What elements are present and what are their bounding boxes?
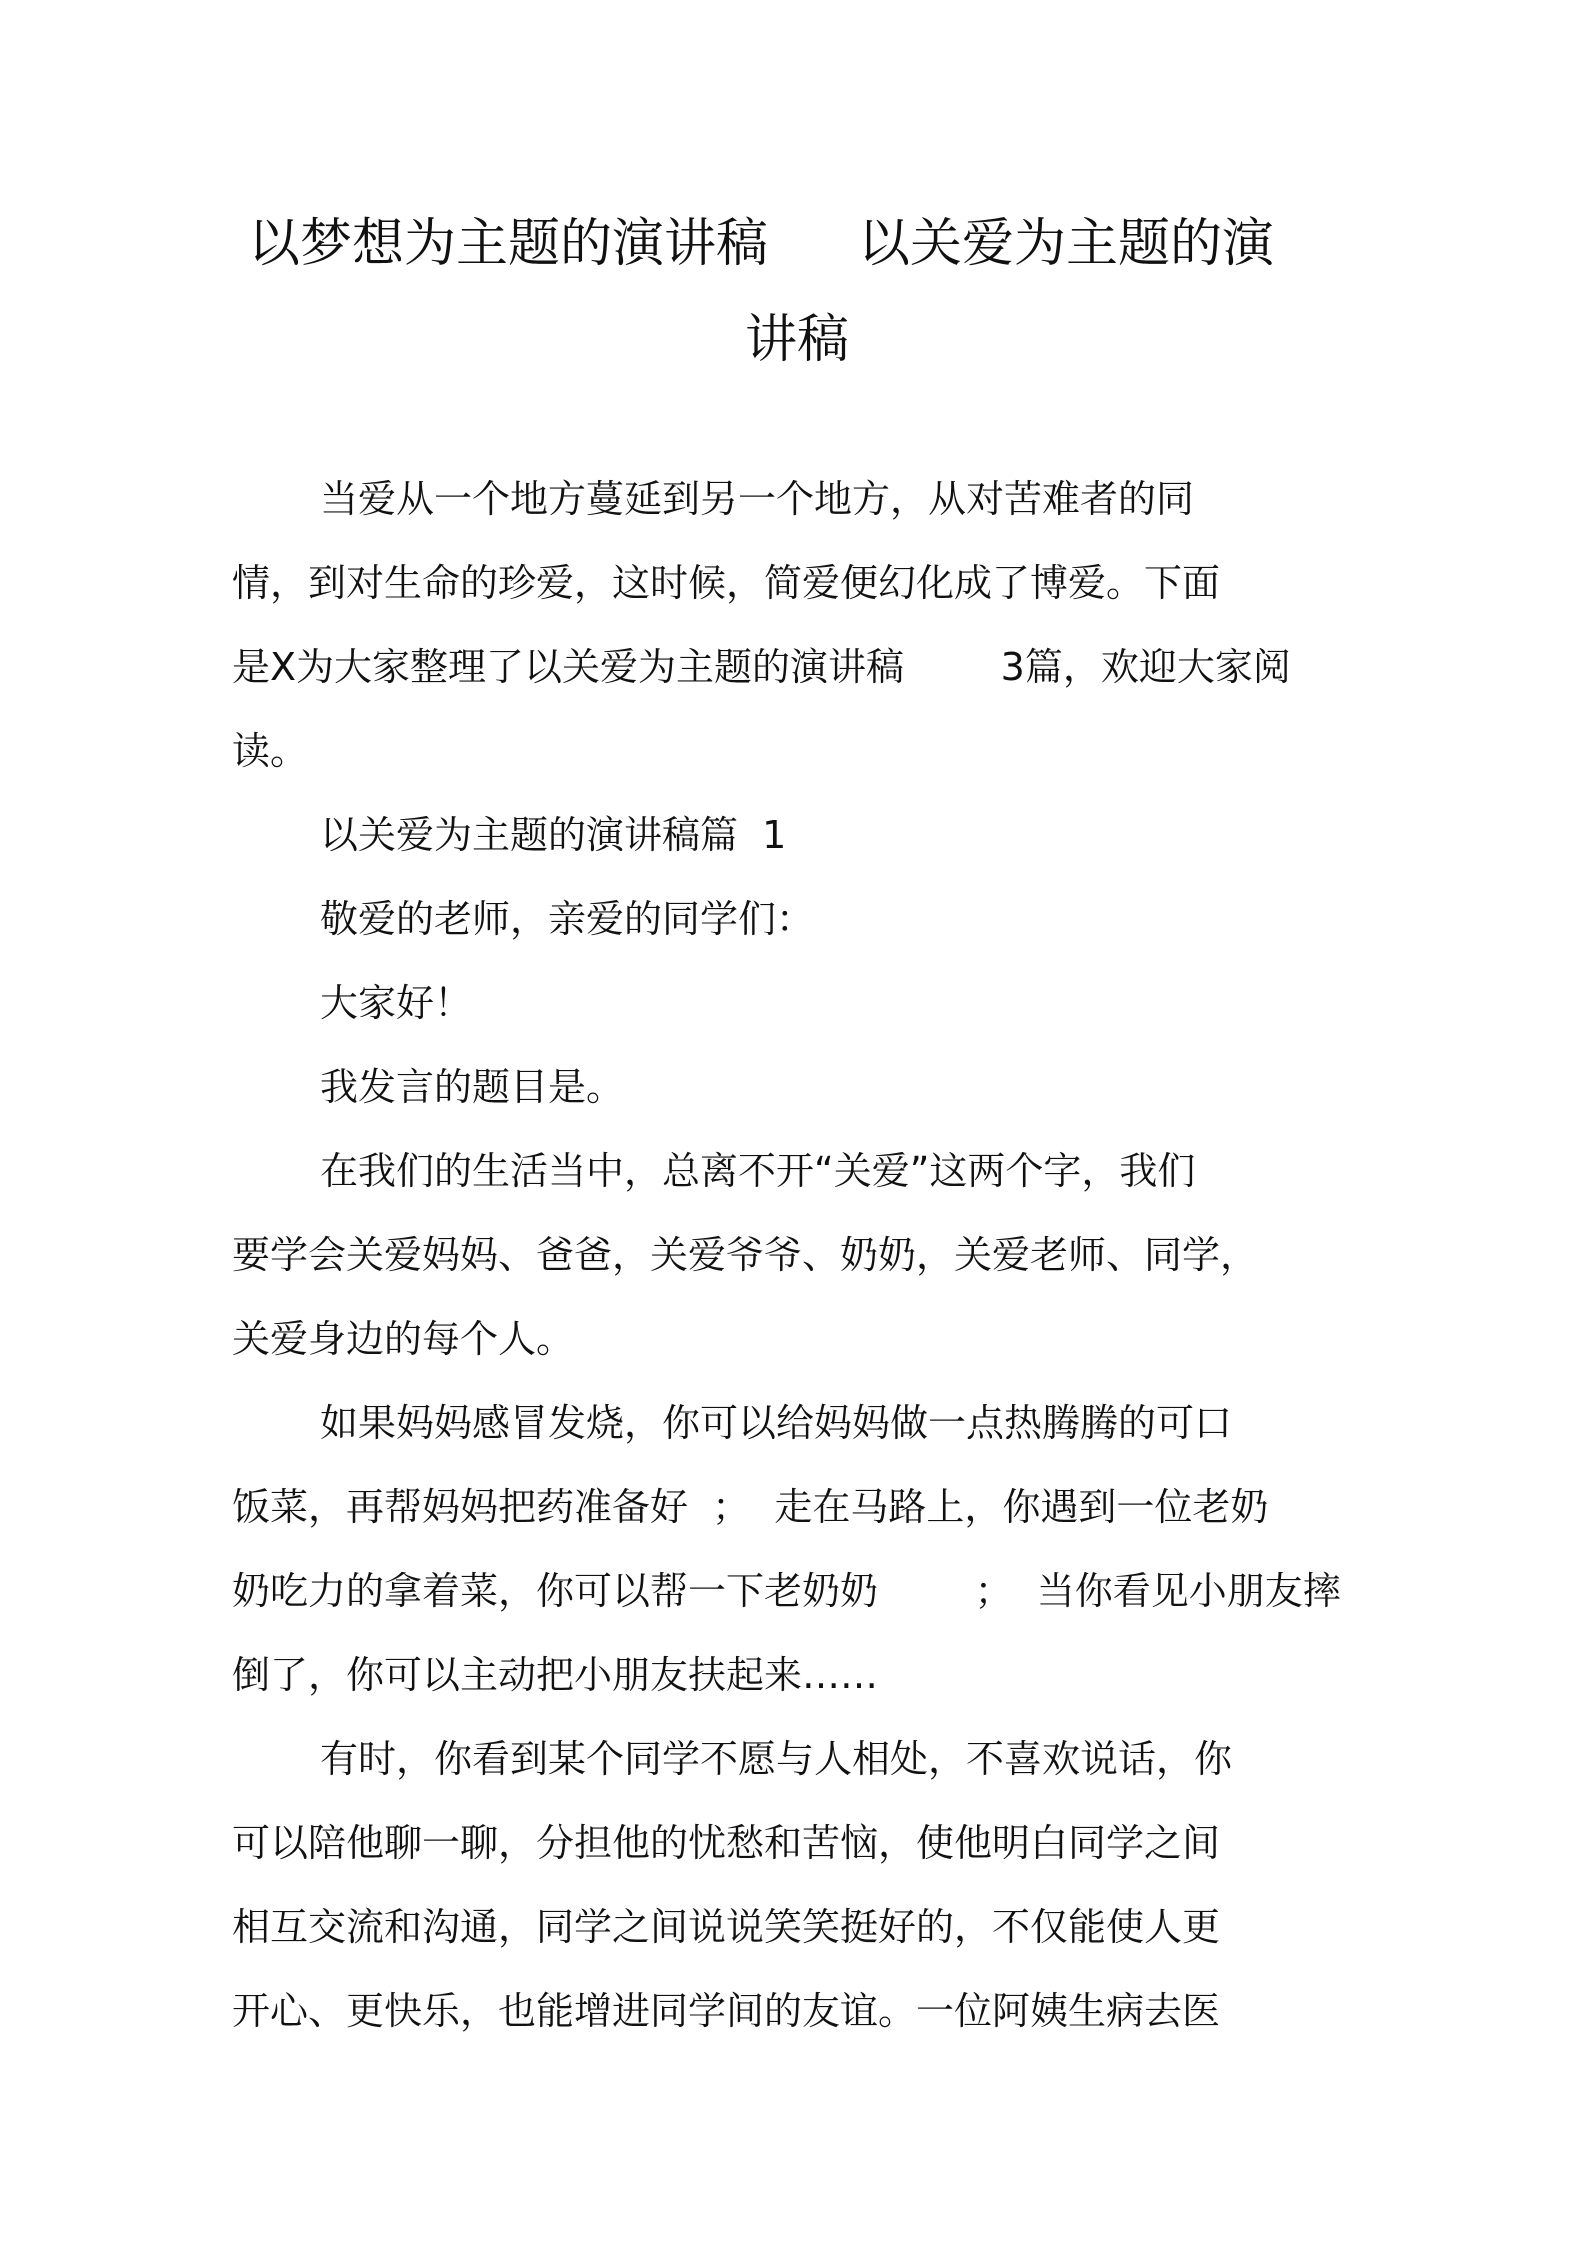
body-line: 有时，你看到某个同学不愿与人相处，不喜欢说话，你 [320, 1737, 1233, 1781]
body-line: 如果妈妈感冒发烧，你可以给妈妈做一点热腾腾的可口 [320, 1401, 1233, 1445]
body-line: 在我们的生活当中，总离不开“关爱”这两个字，我们 [320, 1149, 1196, 1193]
title-part-2: 以关爱为主题的演 [858, 214, 1275, 274]
greeting: 大家好！ [320, 981, 473, 1025]
body-line: 可以陪他聊一聊，分担他的忧愁和苦恼，使他明白同学之间 [232, 1821, 1221, 1865]
body-line: 奶吃力的拿着菜，你可以帮一下老奶奶 ； 当你看见小朋友摔 [232, 1569, 1341, 1613]
salutation: 敬爱的老师，亲爱的同学们： [320, 897, 815, 941]
body-line: 当爱从一个地方蔓延到另一个地方，从对苦难者的同 [320, 477, 1195, 521]
title-part-1: 以梦想为主题的演讲稿 [248, 214, 769, 274]
title-part-3: 讲稿 [745, 310, 850, 370]
body-line: 关爱身边的每个人。 [232, 1317, 575, 1361]
body-line: 相互交流和沟通，同学之间说说笑笑挺好的，不仅能使人更 [232, 1905, 1221, 1949]
body-line: 我发言的题目是。 [320, 1065, 625, 1109]
body-line: 读。 [232, 729, 309, 773]
body-line: 饭菜，再帮妈妈把药准备好 ； 走在马路上，你遇到一位老奶 [232, 1485, 1269, 1529]
body-line: 情，到对生命的珍爱，这时候，简爱便幻化成了博爱。下面 [232, 561, 1221, 605]
body-line: 是X为大家整理了以关爱为主题的演讲稿 3篇，欢迎大家阅 [232, 645, 1291, 689]
body-line: 要学会关爱妈妈、爸爸，关爱爷爷、奶奶，关爱老师、同学， [232, 1233, 1259, 1277]
body-line: 开心、更快乐，也能增进同学间的友谊。一位阿姨生病去医 [232, 1989, 1221, 2033]
section-heading: 以关爱为主题的演讲稿篇 1 [320, 813, 787, 857]
body-line: 倒了，你可以主动把小朋友扶起来…… [232, 1653, 879, 1697]
